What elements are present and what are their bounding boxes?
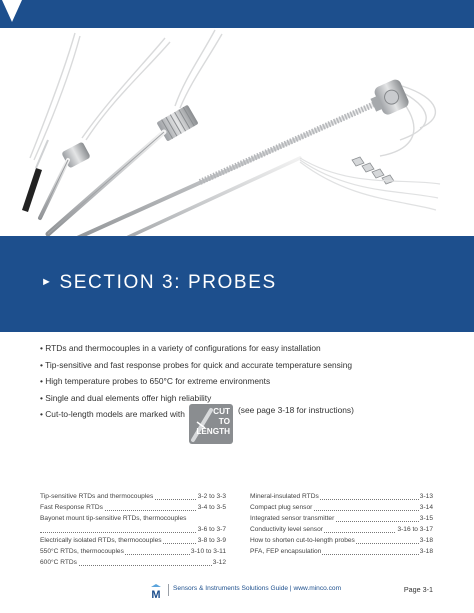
logo-letter: M bbox=[151, 589, 161, 599]
toc-left-column bbox=[40, 491, 226, 568]
cut-to-length-badge bbox=[189, 404, 233, 444]
page-number: Page 3-1 bbox=[403, 585, 433, 594]
toc-page: 3-16 to 3-17 bbox=[397, 526, 433, 533]
section-banner bbox=[0, 236, 474, 332]
toc-label: Fast Response RTDs bbox=[40, 504, 103, 511]
cut-line-1: CUT bbox=[213, 407, 230, 416]
feature-item: • Cut-to-length models are marked with bbox=[40, 409, 185, 419]
toc-row bbox=[250, 513, 433, 524]
toc-row bbox=[40, 491, 226, 502]
toc-label: 550°C RTDs, thermocouples bbox=[40, 548, 124, 555]
arrow-right-icon: ► bbox=[41, 276, 54, 288]
toc-label: Mineral-insulated RTDs bbox=[250, 493, 319, 500]
toc-page: 3-12 bbox=[212, 559, 226, 566]
toc-label: Compact plug sensor bbox=[250, 504, 313, 511]
see-page-note: (see page 3-18 for instructions) bbox=[238, 405, 354, 415]
toc-row bbox=[40, 557, 226, 568]
toc-page: 3-6 to 3-7 bbox=[197, 526, 226, 533]
toc-right-column bbox=[250, 491, 433, 557]
toc-row bbox=[40, 535, 226, 546]
toc-row bbox=[40, 546, 226, 557]
toc-label: PFA, FEP encapsulation bbox=[250, 548, 322, 555]
toc-row bbox=[250, 491, 433, 502]
toc-page: 3-4 to 3-5 bbox=[197, 504, 226, 511]
top-bar bbox=[0, 0, 474, 28]
toc-label: Tip-sensitive RTDs and thermocouples bbox=[40, 493, 154, 500]
triangle-notch-icon bbox=[2, 0, 22, 22]
section-title-text: SECTION 3: PROBES bbox=[59, 272, 277, 293]
toc-label: 600°C RTDs bbox=[40, 559, 77, 566]
feature-item: • Tip-sensitive and fast response probes for quick and accurate temperature sensing bbox=[40, 359, 353, 370]
toc-label: Conductivity level sensor bbox=[250, 526, 323, 533]
feature-item: • Single and dual elements offer high reliability bbox=[40, 392, 212, 403]
small-fitting-probe bbox=[40, 141, 91, 218]
toc-page: 3-13 bbox=[419, 493, 433, 500]
toc-row bbox=[40, 524, 226, 535]
toc-page: 3-2 to 3-3 bbox=[197, 493, 226, 500]
toc-label: Bayonet mount tip-sensitive RTDs, thermocouples bbox=[40, 515, 187, 522]
section-title bbox=[41, 272, 277, 294]
feature-item: • RTDs and thermocouples in a variety of configurations for easy installation bbox=[40, 343, 321, 353]
toc-page: 3-15 bbox=[419, 515, 433, 522]
black-sheath-probe bbox=[22, 140, 48, 212]
toc-row bbox=[250, 546, 433, 557]
lead-wires bbox=[30, 30, 435, 160]
probes-photo bbox=[0, 28, 474, 236]
toc-label: Integrated sensor transmitter bbox=[250, 515, 335, 522]
cut-line-2: TO bbox=[218, 417, 230, 426]
cut-badge-text bbox=[196, 407, 230, 437]
toc-row bbox=[250, 535, 433, 546]
toc-label: How to shorten cut-to-length probes bbox=[250, 537, 355, 544]
footer-text: Sensors & Instruments Solutions Guide | www.minco.com bbox=[173, 585, 342, 592]
toc-label: Electrically isolated RTDs, thermocouples bbox=[40, 537, 162, 544]
toc-page: 3-18 bbox=[419, 548, 433, 555]
footer-divider bbox=[168, 584, 169, 596]
toc-page: 3-18 bbox=[419, 537, 433, 544]
toc-row bbox=[40, 513, 226, 524]
toc-page: 3-8 to 3-9 bbox=[197, 537, 226, 544]
cut-line-3: LENGTH bbox=[196, 427, 230, 436]
armored-probe-with-head bbox=[55, 78, 410, 236]
toc-page: 3-10 to 3-11 bbox=[190, 548, 226, 555]
toc-row bbox=[250, 524, 433, 535]
toc-row bbox=[40, 502, 226, 513]
feature-item: • High temperature probes to 650°C for extreme environments bbox=[40, 376, 271, 386]
toc-page: 3-14 bbox=[419, 504, 433, 511]
minco-logo-icon bbox=[147, 583, 165, 599]
toc-row bbox=[250, 502, 433, 513]
